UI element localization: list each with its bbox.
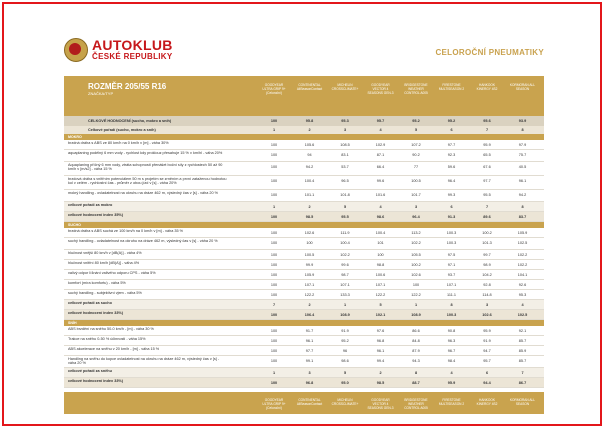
cell-value: 105.6 <box>304 142 315 147</box>
row-label: hlučnost vnější 80 km/h v [dB(A)] - váha 4% <box>68 251 142 255</box>
bottom-col-header: BRIDGESTONE WEATHER CONTROL A005 <box>404 398 428 410</box>
cell-value: 122.2 <box>411 292 421 297</box>
cell-value: 94.3 <box>412 358 420 363</box>
top-col-header: KORMORAN ALL SEASON <box>509 83 536 91</box>
document-frame <box>2 2 602 426</box>
cell-value: 94.2 <box>518 192 527 197</box>
cell-value: 77 <box>413 164 419 169</box>
bottom-col-header: FIRESTONE MULTISEASON 2 <box>438 398 465 406</box>
cell-value: 100.6 <box>375 272 386 277</box>
cell-value: 92.1 <box>518 328 527 333</box>
rank-row <box>64 368 544 378</box>
cell-value: 99.1 <box>305 358 314 363</box>
table-row <box>64 228 544 238</box>
cell-value: 91.3 <box>447 214 456 219</box>
cell-value: 100 <box>270 338 278 343</box>
row-label: ABS brzdění na sněhu 50-0 km/h - [m] - váha 30 % <box>68 327 154 331</box>
row-label: Aquaplaning příčný 6 mm vody, ztráta schopnosti přenášet boční síly z rychlostech 50 až 90 km/h v [m/s2] - váha 15 % <box>68 163 223 171</box>
overall-value: 95.7 <box>376 119 385 123</box>
table-row <box>64 140 544 150</box>
top-col-header: BRIDGESTONE WEATHER CONTROL A005 <box>404 83 428 95</box>
cell-value: 104.2 <box>482 272 492 277</box>
row-label: brzdová dráha s vnitřním potenciálem 50 m s projetím se zrněním a první zataženou hodnotou kol v celém - rychlostní čas - průměr z obou jízd v [s] - váha 20% <box>68 177 227 185</box>
cell-value: 96.8 <box>305 380 314 385</box>
cell-value: 88.7 <box>412 380 420 385</box>
cell-value: 4 <box>521 302 524 307</box>
cell-value: 102.6 <box>304 230 315 235</box>
overall-value: 95.6 <box>483 119 491 123</box>
table-header <box>64 76 544 116</box>
cell-value: 100 <box>270 348 278 353</box>
cell-value: 95.5 <box>341 214 349 219</box>
table-row <box>64 176 544 190</box>
overall-rank-value: 4 <box>379 128 382 132</box>
row-label: brzdná dráha s ABS ze 80 km/h na 0 km/h v [m] - váha 30% <box>68 141 169 145</box>
cell-value: 94.4 <box>483 380 491 385</box>
cell-value: 91.9 <box>483 338 491 343</box>
cell-value: 1 <box>272 204 276 209</box>
cell-value: 107.1 <box>340 282 350 287</box>
row-label: celkové hodnocení index 35%) <box>68 213 124 217</box>
row-label: hlučnost vnitřní 80 km/h [dB(A)] - váha 4% <box>68 261 140 265</box>
cell-value: 107.1 <box>375 282 386 287</box>
top-col-header: CONTINENTAL AllSeasonContact <box>296 83 323 91</box>
cell-value: 100 <box>412 282 420 287</box>
section-title: SNÍH <box>64 320 544 326</box>
size-subtitle: ZNAČKA/TYP <box>88 91 114 96</box>
cell-value: 95.2 <box>341 338 349 343</box>
cell-value: 100 <box>270 230 278 235</box>
overall-rank-value: 3 <box>343 128 347 132</box>
top-col-header: GOODYEAR ULTRA GRIP 9+ (Celoroční) <box>262 83 286 95</box>
bottom-col-header: CONTINENTAL AllSeasonContact <box>296 398 323 406</box>
cell-value: 105.9 <box>304 272 315 277</box>
cell-value: 5 <box>343 204 347 209</box>
cell-value: 98.5 <box>305 214 314 219</box>
cell-value: 4 <box>450 370 453 375</box>
cell-value: 107.1 <box>446 282 457 287</box>
cell-value: 95.9 <box>483 142 491 147</box>
cell-value: 101.8 <box>340 192 350 197</box>
cell-value: 105.9 <box>517 230 528 235</box>
cell-value: 7 <box>521 370 524 375</box>
cell-value: 97.5 <box>447 252 456 257</box>
cell-value: 96.8 <box>376 338 385 343</box>
cell-value: 97.7 <box>483 178 491 183</box>
cell-value: 100.5 <box>411 178 421 183</box>
cell-value: 100 <box>270 178 278 183</box>
cell-value: 102.2 <box>411 240 421 245</box>
results-table <box>64 76 544 414</box>
cell-value: 114.8 <box>482 292 492 297</box>
cell-value: 75.7 <box>518 152 527 157</box>
top-col-header: FIRESTONE MULTISEASON 2 <box>438 83 465 91</box>
cell-value: 2 <box>308 302 311 307</box>
autoklub-logo-icon <box>64 38 88 62</box>
cell-value: 100 <box>270 164 278 169</box>
overall-rank-value: 5 <box>414 128 418 132</box>
overall-value: 95.2 <box>447 119 456 123</box>
row-label: celkové hodnocení index 33%) <box>68 379 124 383</box>
cell-value: 100.2 <box>482 230 492 235</box>
table-row <box>64 280 544 290</box>
row-label: brzdná dráha s ABS suchá ze 100 km/h na 0 km/h v [m] - váha 35 % <box>68 229 184 233</box>
cell-value: 98.7 <box>341 272 349 277</box>
row-label: Trakce na sněhu 0-50 % účinnosti - váha 15% <box>68 337 146 341</box>
cell-value: 101.1 <box>304 192 315 197</box>
cell-value: 96.3 <box>447 338 456 343</box>
cell-value: 99.4 <box>376 358 385 363</box>
cell-value: 95.3 <box>518 292 527 297</box>
table-row <box>64 356 544 368</box>
cell-value: 100.4 <box>375 230 386 235</box>
rank-row <box>64 202 544 212</box>
cell-value: 100.4 <box>304 178 315 183</box>
cell-value: 97.1 <box>447 262 456 267</box>
cell-value: 96 <box>342 348 348 353</box>
cell-value: 100 <box>270 252 278 257</box>
cell-value: 95.9 <box>447 380 456 385</box>
overall-value: 93.9 <box>518 119 527 123</box>
cell-value: 94.2 <box>305 164 314 169</box>
row-label: Handling na sněhu do kopce ovladatelnost na okruhu na dráze 462 m, výsledný čas v [s] - váha 20 % <box>68 357 220 365</box>
index-row <box>64 212 544 222</box>
overall-rank-value: 7 <box>485 128 489 132</box>
cell-value: 97.7 <box>447 142 456 147</box>
cell-value: 95.5 <box>483 192 491 197</box>
bottom-col-header: GOODYEAR ULTRA GRIP 9+ (Celoroční) <box>262 398 286 410</box>
cell-value: 95.0 <box>341 380 349 385</box>
table-row <box>64 346 544 356</box>
cell-value: 83.7 <box>518 214 527 219</box>
cell-value: 94.7 <box>483 348 491 353</box>
cell-value: 1 <box>272 370 276 375</box>
cell-value: 85.7 <box>518 358 527 363</box>
cell-value: 99.7 <box>483 252 491 257</box>
cell-value: 87.1 <box>376 152 385 157</box>
cell-value: 102.5 <box>517 240 528 245</box>
cell-value: 100 <box>270 142 278 147</box>
cell-value: 101.7 <box>411 192 421 197</box>
cell-value: 100 <box>270 152 278 157</box>
cell-value: 96.7 <box>447 348 456 353</box>
cell-value: 85.7 <box>518 338 527 343</box>
cell-value: 101.3 <box>482 240 492 245</box>
cell-value: 100 <box>270 312 278 317</box>
index-row <box>64 378 544 388</box>
overall-rank-value: 8 <box>521 128 524 132</box>
bottom-col-header: HANKOOK KINERGY 4S2 <box>476 398 498 406</box>
cell-value: 8 <box>414 370 418 375</box>
cell-value: 99.6 <box>341 262 349 267</box>
cell-value: 89.6 <box>483 214 491 219</box>
cell-value: 100 <box>270 380 278 385</box>
cell-value: 98.6 <box>341 358 349 363</box>
cell-value: 100.2 <box>411 262 421 267</box>
cell-value: 96.5 <box>341 178 349 183</box>
cell-value: 87.9 <box>412 348 420 353</box>
cell-value: 65.5 <box>483 152 491 157</box>
cell-value: 96.1 <box>518 178 527 183</box>
cell-value: 98.4 <box>447 358 456 363</box>
cell-value: 99.3 <box>447 192 456 197</box>
cell-value: 97.9 <box>518 142 527 147</box>
top-col-header: MICHELIN CROSSCLIMATE+ <box>331 83 359 91</box>
cell-value: 108.9 <box>411 312 421 317</box>
cell-value: 100 <box>270 240 278 245</box>
cell-value: 92.3 <box>447 152 456 157</box>
cell-value: 102.2 <box>517 252 528 257</box>
cell-value: 95.7 <box>483 358 491 363</box>
size-title: ROZMĚR 205/55 R16 <box>88 82 167 91</box>
table-row <box>64 270 544 280</box>
overall-value: 95.2 <box>412 119 420 123</box>
cell-value: 100 <box>270 292 278 297</box>
table-row <box>64 150 544 162</box>
cell-value: 7 <box>485 204 489 209</box>
cell-value: 100.3 <box>446 230 457 235</box>
cell-value: 91.7 <box>305 328 314 333</box>
cell-value: 7 <box>272 302 276 307</box>
cell-value: 85.9 <box>518 348 527 353</box>
row-label: komfort (míra komfortu) - váha 5% <box>68 281 126 285</box>
cell-value: 2 <box>308 204 311 209</box>
cell-value: 100.5 <box>304 252 315 257</box>
cell-value: 100.3 <box>446 312 457 317</box>
rank-row <box>64 300 544 310</box>
cell-value: 100 <box>270 192 278 197</box>
table-row <box>64 290 544 300</box>
table-row <box>64 238 544 250</box>
top-col-header: GOODYEAR VECTOR 4 SEASONS GEN-3 <box>367 83 394 95</box>
cell-value: 86.6 <box>412 328 420 333</box>
overall-rank-value: 2 <box>308 128 311 132</box>
cell-value: 90.8 <box>447 328 456 333</box>
cell-value: 108.9 <box>340 312 350 317</box>
top-col-header: HANKOOK KINERGY 4S2 <box>476 83 498 91</box>
table-footer <box>64 392 544 414</box>
cell-value: 98.6 <box>376 214 385 219</box>
section-title: SUCHO <box>64 222 544 228</box>
index-row <box>64 310 544 320</box>
table-row <box>64 260 544 270</box>
cell-value: 100 <box>270 282 278 287</box>
overall-rank-value: 6 <box>450 128 453 132</box>
cell-value: 102.1 <box>375 312 386 317</box>
cell-value: 96.1 <box>305 338 314 343</box>
cell-value: 8 <box>450 302 453 307</box>
cell-value: 107.2 <box>411 142 421 147</box>
cell-value: 98.5 <box>376 380 385 385</box>
cell-value: 96.4 <box>412 214 420 219</box>
cell-value: 93.7 <box>447 272 456 277</box>
cell-value: 102.2 <box>340 252 350 257</box>
cell-value: 99.6 <box>376 178 385 183</box>
cell-value: 102.2 <box>517 262 528 267</box>
cell-value: 122.2 <box>304 292 315 297</box>
cell-value: 6 <box>485 370 489 375</box>
cell-value: 5 <box>343 370 347 375</box>
row-label: suchý handling - ovladatelnost na okruhu na dráze 462 m, výsledný čas v [s] - váha 20 % <box>68 239 218 243</box>
row-label: mokrý handling - ovladatelnost na okruhu na dráze 462 m, výsledný čas v [s] - váha 20 % <box>68 191 219 195</box>
cell-value: 106.4 <box>304 312 315 317</box>
logo-subtitle: ČESKÉ REPUBLIKY <box>92 52 173 61</box>
cell-value: 5 <box>379 302 382 307</box>
cell-value: 3 <box>485 302 489 307</box>
cell-value: 102.9 <box>375 142 386 147</box>
cell-value: 4 <box>379 204 382 209</box>
section-title: MOKRO <box>64 134 544 140</box>
row-label: suchý handling - subjektivní vjem - váha 5% <box>68 291 142 295</box>
cell-value: 98.8 <box>376 262 385 267</box>
overall-rank-row <box>64 126 544 134</box>
cell-value: 95.9 <box>483 328 491 333</box>
cell-value: 101 <box>377 240 384 245</box>
cell-value: 97.7 <box>305 348 314 353</box>
cell-value: 91.9 <box>341 328 349 333</box>
cell-value: 100 <box>270 272 278 277</box>
overall-label: CELKOVÉ HODNOCENÍ (sucho, mokro a sníh) <box>88 119 172 123</box>
overall-value: 95.8 <box>305 119 314 123</box>
cell-value: 102.6 <box>482 312 492 317</box>
cell-value: 100 <box>270 358 278 363</box>
cell-value: 122.2 <box>375 292 386 297</box>
cell-value: 66.4 <box>376 164 385 169</box>
cell-value: 40.5 <box>518 164 527 169</box>
cell-value: 100 <box>377 252 384 257</box>
row-label: aquaplaning podélný 6 mm vody - rychlost kdy proklouz přesahuje 15 % v km/hl - váha 20% <box>68 151 223 155</box>
cell-value: 99.9 <box>305 262 314 267</box>
table-row <box>64 336 544 346</box>
cell-value: 111.9 <box>340 230 350 235</box>
cell-value: 100 <box>270 214 278 219</box>
cell-value: 90.2 <box>412 152 420 157</box>
cell-value: 86.7 <box>518 380 527 385</box>
row-label: celkové hodnocení index 33%) <box>68 311 124 315</box>
cell-value: 97.6 <box>376 328 385 333</box>
row-label: celkové pořadí za sucho <box>68 301 112 305</box>
cell-value: 133.3 <box>340 292 350 297</box>
cell-value: 100.3 <box>446 240 457 245</box>
table-row <box>64 326 544 336</box>
cell-value: 100 <box>270 328 278 333</box>
cell-value: 104.1 <box>517 272 528 277</box>
cell-value: 92.8 <box>483 282 491 287</box>
cell-value: 100 <box>306 240 313 245</box>
overall-value: 100 <box>270 119 278 123</box>
cell-value: 102.5 <box>517 312 528 317</box>
table-row <box>64 250 544 260</box>
cell-value: 98.9 <box>483 262 491 267</box>
row-label: celkové pořadí za sněhu <box>68 369 112 373</box>
bottom-col-header: KORMORAN ALL SEASON <box>509 398 536 406</box>
cell-value: 84.8 <box>412 338 420 343</box>
table-row <box>64 162 544 176</box>
row-label: valivý odpor l/4nání valivého odporu CPS - váha 5% <box>68 271 156 275</box>
cell-value: 101.6 <box>375 192 386 197</box>
cell-value: 1 <box>414 302 418 307</box>
cell-value: 105.5 <box>411 252 421 257</box>
row-label: ABS akcelerace na sněhu v 20 km/h - [m] - váha 15 % <box>68 347 160 351</box>
cell-value: 111.1 <box>447 292 456 297</box>
cell-value: 102.6 <box>411 272 421 277</box>
cell-value: 107.1 <box>304 282 315 287</box>
cell-value: 67.6 <box>483 164 491 169</box>
cell-value: 100.4 <box>340 240 350 245</box>
bottom-col-header: MICHELIN CROSSCLIMATE+ <box>331 398 359 406</box>
overall-score-row <box>64 116 544 126</box>
row-label: celkové pořadí za mokro <box>68 203 113 207</box>
cell-value: 8 <box>521 204 524 209</box>
cell-value: 113.2 <box>411 230 421 235</box>
bottom-col-header: GOODYEAR VECTOR 4 SEASONS GEN-3 <box>367 398 394 410</box>
page-header <box>64 36 544 70</box>
cell-value: 100 <box>270 262 278 267</box>
cell-value: 3 <box>308 370 311 375</box>
cell-value: 92.6 <box>518 282 527 287</box>
cell-value: 3 <box>414 204 418 209</box>
logo-title: AUTOKLUB <box>92 37 173 53</box>
overall-rank-value: 1 <box>272 128 276 132</box>
cell-value: 96.1 <box>376 348 385 353</box>
overall-value: 95.3 <box>341 119 349 123</box>
cell-value: 6 <box>450 204 453 209</box>
cell-value: 53.7 <box>341 164 349 169</box>
cell-value: 94 <box>307 152 312 157</box>
page-title: CELOROČNÍ PNEUMATIKY <box>435 48 544 57</box>
cell-value: 108.5 <box>340 142 350 147</box>
cell-value: 1 <box>343 302 347 307</box>
table-row <box>64 190 544 202</box>
cell-value: 59.6 <box>447 164 456 169</box>
cell-value: 96.4 <box>447 178 456 183</box>
cell-value: 83.1 <box>341 152 349 157</box>
overall-rank-label: Celkové pořadí (sucho, mokro a sníh) <box>88 128 156 132</box>
cell-value: 2 <box>379 370 382 375</box>
